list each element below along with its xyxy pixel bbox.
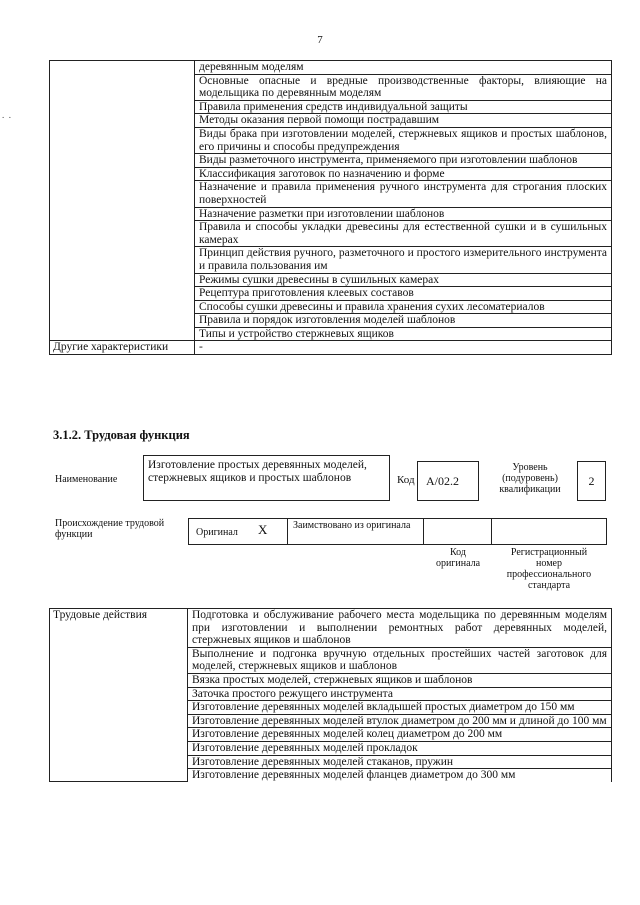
borrowed-label: Заимствовано из оригинала xyxy=(293,520,411,531)
labor-action-item: Изготовление деревянных моделей колец диаметром до 200 мм xyxy=(188,728,612,742)
table-row xyxy=(50,609,612,648)
code-caption: Код оригинала xyxy=(435,547,481,569)
knowledge-item: Классификация заготовок по назначению и форме xyxy=(195,167,612,181)
other-characteristics-value: - xyxy=(195,341,612,355)
table-row xyxy=(50,341,612,355)
code-label: Код xyxy=(397,474,415,486)
reg-caption: Регистрационный номер профессионального стандарта xyxy=(506,547,592,591)
labor-action-item: Заточка простого режущего инструмента xyxy=(188,687,612,701)
section-title: 3.1.2. Трудовая функция xyxy=(53,428,190,442)
knowledge-item: Типы и устройство стержневых ящиков xyxy=(195,327,612,341)
knowledge-item: Методы оказания первой помощи пострадавшим xyxy=(195,114,612,128)
knowledge-item: Способы сушки древесины и правила хранения сухих лесоматериалов xyxy=(195,300,612,314)
labor-action-item: Изготовление деревянных моделей вкладышей простых диаметром до 150 мм xyxy=(188,701,612,715)
table-row xyxy=(50,61,612,75)
labor-action-item: Подготовка и обслуживание рабочего места модельщика по деревянным моделям при изготовлении и выполнении ремонтных работ деревянных моделей, стержневых ящиков и шаблонов xyxy=(188,609,612,648)
labor-action-item: Вязка простых моделей, стержневых ящиков и шаблонов xyxy=(188,673,612,687)
other-characteristics-label: Другие характеристики xyxy=(50,341,195,355)
knowledge-item: деревянным моделям xyxy=(195,61,612,75)
origin-code-cell xyxy=(423,518,492,545)
code-value: А/02.2 xyxy=(426,473,459,488)
labor-action-item: Изготовление деревянных моделей втулок диаметром до 200 мм и длиной до 100 мм xyxy=(188,714,612,728)
knowledge-table xyxy=(49,60,612,355)
knowledge-item: Основные опасные и вредные производственные факторы, влияющие на модельщика по деревянным моделям xyxy=(195,74,612,100)
labor-action-item: Изготовление деревянных моделей прокладок xyxy=(188,741,612,755)
labor-action-item: Выполнение и подгонка вручную отдельных простейших частей заготовок для моделей, стержневых ящиков и шаблонов xyxy=(188,647,612,673)
level-label: Уровень (подуровень) квалификации xyxy=(499,462,561,495)
labor-actions-label: Трудовые действия xyxy=(50,609,188,782)
original-mark: X xyxy=(258,522,268,537)
original-label: Оригинал xyxy=(196,527,238,538)
labor-action-item: Изготовление деревянных моделей фланцев диаметром до 300 мм xyxy=(188,769,612,782)
margin-mark: . . xyxy=(2,110,11,120)
origin-label: Происхождение трудовой функции xyxy=(55,518,165,540)
page-number: 7 xyxy=(317,34,323,46)
labor-actions-table xyxy=(49,608,612,782)
labor-action-item: Изготовление деревянных моделей стаканов, пружин xyxy=(188,755,612,769)
knowledge-item: Правила применения средств индивидуальной защиты xyxy=(195,100,612,114)
knowledge-item: Рецептура приготовления клеевых составов xyxy=(195,287,612,301)
knowledge-item: Виды разметочного инструмента, применяемого при изготовлении шаблонов xyxy=(195,154,612,168)
level-value: 2 xyxy=(588,473,595,488)
knowledge-item: Назначение разметки при изготовлении шаблонов xyxy=(195,207,612,221)
code-box xyxy=(417,461,479,501)
knowledge-item: Виды брака при изготовлении моделей, стержневых ящиков и простых шаблонов, его причины и способы предупреждения xyxy=(195,127,612,153)
function-name-box xyxy=(143,455,390,501)
knowledge-item: Правила и порядок изготовления моделей шаблонов xyxy=(195,314,612,328)
knowledge-item: Режимы сушки древесины в сушильных камерах xyxy=(195,273,612,287)
knowledge-item: Принцип действия ручного, разметочного и простого измерительного инструмента и правила пользования им xyxy=(195,247,612,273)
name-label: Наименование xyxy=(55,474,118,485)
function-name-value: Изготовление простых деревянных моделей, стержневых ящиков и простых шаблонов xyxy=(148,459,367,484)
knowledge-item: Правила и способы укладки древесины для естественной сушки и в сушильных камерах xyxy=(195,221,612,247)
knowledge-label-cell xyxy=(50,61,195,341)
level-box xyxy=(577,461,606,501)
knowledge-item: Назначение и правила применения ручного инструмента для строгания плоских поверхностей xyxy=(195,181,612,207)
